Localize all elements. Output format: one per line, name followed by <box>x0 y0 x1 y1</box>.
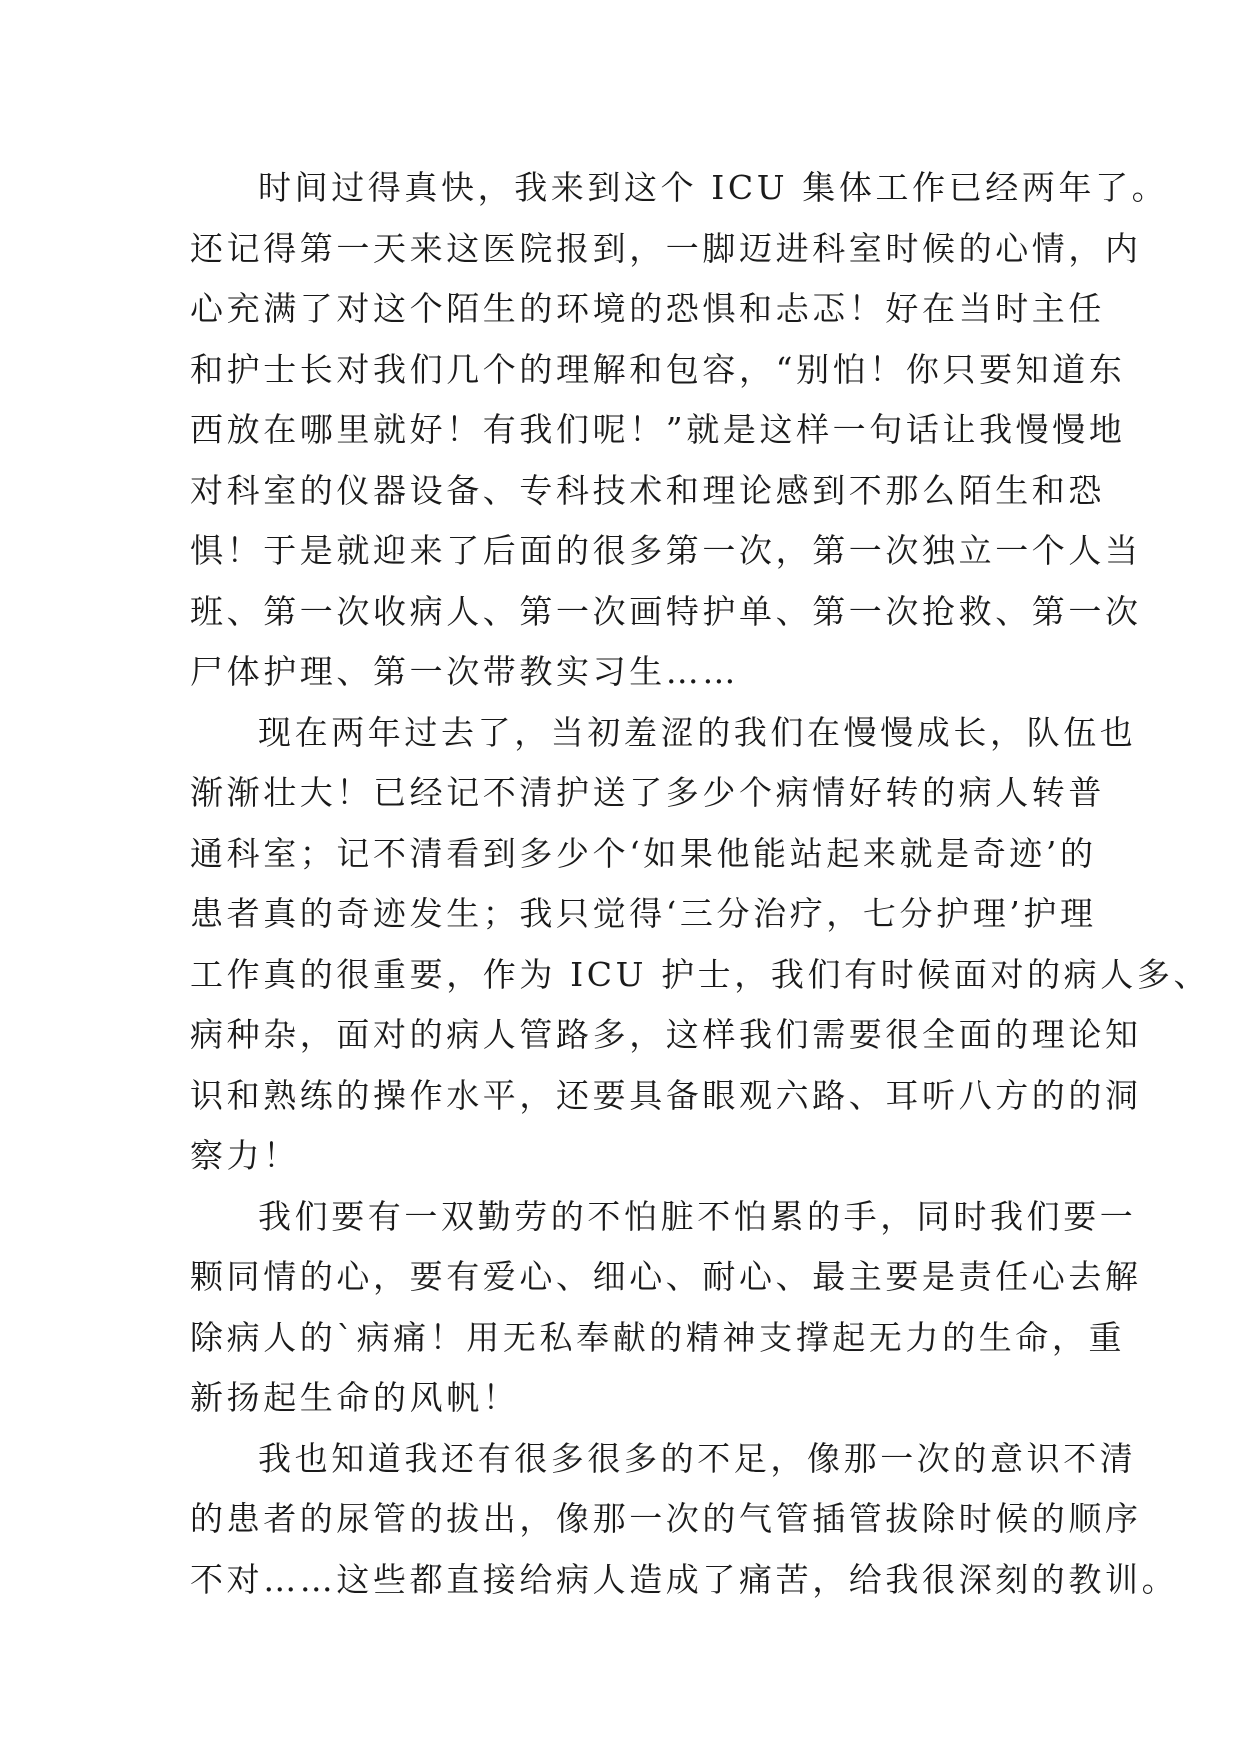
paragraph-2 <box>190 703 1211 1187</box>
text-line: 的患者的尿管的拔出，像那一次的气管插管拔除时候的顺序 <box>190 1499 1142 1538</box>
text-line: 通科室；记不清看到多少个‘如果他能站起来就是奇迹’的 <box>190 833 1097 873</box>
text-line: 识和熟练的操作水平，还要具备眼观六路、耳听八方的的洞 <box>190 1075 1142 1115</box>
text-line: 西放在哪里就好！有我们呢！”就是这样一句话让我慢慢地 <box>190 410 1126 449</box>
text-line: 心充满了对这个陌生的环境的恐惧和忐忑！好在当时主任 <box>190 289 1105 328</box>
paragraph-3 <box>190 1187 1142 1429</box>
text-line: 患者真的奇迹发生；我只觉得‘三分治疗，七分护理’护理 <box>190 894 1097 933</box>
text-line: 我也知道我还有很多很多的不足，像那一次的意识不清 <box>258 1438 1137 1478</box>
text-line: 我们要有一双勤劳的不怕脏不怕累的手，同时我们要一 <box>258 1196 1137 1236</box>
text-line: 和护士长对我们几个的理解和包容，“别怕！你只要知道东 <box>190 349 1126 389</box>
text-line: 病种杂，面对的病人管路多，这样我们需要很全面的理论知 <box>190 1015 1142 1054</box>
text-line: 时间过得真快，我来到这个 ICU 集体工作已经两年了。 <box>258 168 1169 207</box>
text-line: 工作真的很重要，作为 ICU 护士，我们有时候面对的病人多、 <box>190 954 1211 994</box>
text-line: 察力！ <box>190 1136 300 1175</box>
document-body <box>190 158 1211 1610</box>
text-line: 渐渐壮大！已经记不清护送了多少个病情好转的病人转普 <box>190 773 1105 812</box>
text-line: 惧！于是就迎来了后面的很多第一次，第一次独立一个人当 <box>190 531 1142 570</box>
text-line: 除病人的`病痛！用无私奉献的精神支撑起无力的生命，重 <box>190 1317 1126 1357</box>
paragraph-1 <box>190 158 1169 703</box>
text-line: 对科室的仪器设备、专科技术和理论感到不那么陌生和恐 <box>190 470 1105 510</box>
text-line: 班、第一次收病人、第一次画特护单、第一次抢救、第一次 <box>190 591 1142 631</box>
paragraph-4 <box>190 1429 1179 1611</box>
text-line: 尸体护理、第一次带教实习生…… <box>190 652 739 691</box>
text-line: 不对……这些都直接给病人造成了痛苦，给我很深刻的教训。 <box>190 1559 1179 1599</box>
text-line: 颗同情的心，要有爱心、细心、耐心、最主要是责任心去解 <box>190 1257 1142 1296</box>
text-line: 现在两年过去了，当初羞涩的我们在慢慢成长，队伍也 <box>258 712 1137 752</box>
text-line: 新扬起生命的风帆！ <box>190 1378 520 1417</box>
text-line: 还记得第一天来这医院报到，一脚迈进科室时候的心情，内 <box>190 228 1142 268</box>
